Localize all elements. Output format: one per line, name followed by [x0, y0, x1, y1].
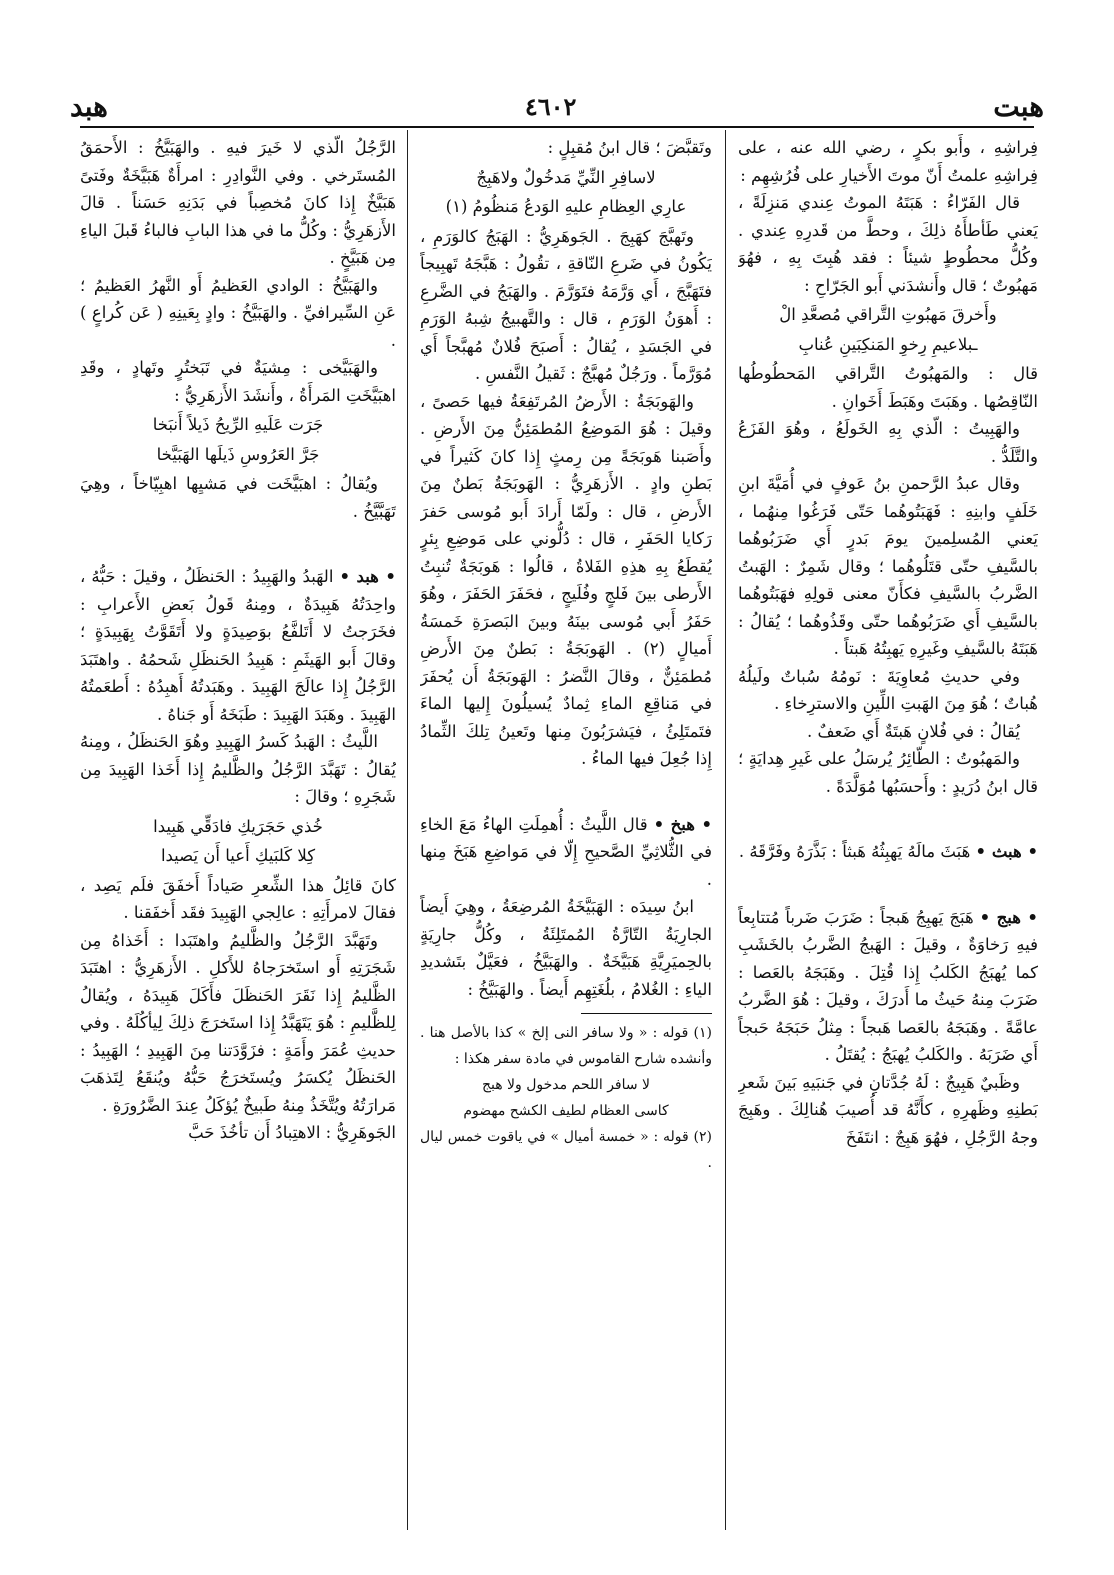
paragraph: وقال عبدُ الرَّحمنِ بنُ عَوفٍ في أُمَيَّةَ ابنِ خَلَفٍ وابنِهِ : فَهَبَتُوهُما حَتّى فَرَغُوا مِنهُما ، يَعني المُسلِمينَ يومَ بَدرٍ أَي ضَرَبُوهُما بالسَّيفِ حتّى قتَلُوهُما ؛ وقال شَمِرٌ : الهَبتُ الضَّربُ بالسَّيفِ فكأَنّ معنى قولِهِ فهَبَتُوهُما بالسَّيفِ أَي ضَرَبُوهُما حتّى وقَذُوهُما ؛ يُقالُ : هَبَتَهُ بالسَّيفِ وغَيرِهِ يَهبِتُهُ هَبتاً .	[738, 474, 1038, 658]
paragraph: ابنُ سِيدَه : الهَبَيَّخَةُ المُرضِعَةُ ، وهِيَ أَيضاً الجارِيَةُ التّارَّةُ المُمتَلِئَةُ ، وكُلُّ جارِيَةٍ بالحِميَرِيَّةِ هَبَيَّخَةٌ . والهَبَيَّخُ ، فعَيَّلٌ بتَشديدِ الياءِ : الغُلامُ ، بلُغَتِهِم أَيضاً . والهَبَيَّخُ :	[420, 897, 712, 999]
paragraph: والهَوبَجَةُ : الأَرضُ المُرتَفِعَةُ فيها حَصىً ، وقيلَ : هُوَ المَوضِعُ المُطمَئِنُّ مِنَ الأَرضِ . وأَصَبنا هَوبَجَةً مِن رِمثٍ إِذا كانَ كَثيراً في بَطنِ وادٍ . الأَزهَرِيُّ : الهَوبَجَةُ بَطنٌ مِنَ الأَرضِ ، قال : ولَمّا أَرادَ أَبو مُوسى حَفرَ رَكايا الحَفَرِ ، قال : دُلُّوني على مَوضِعِ بِئرٍ يُقطَعُ بِهِ هذِهِ الفَلاةُ ، قالُوا : هَوبَجَةٌ تُنبِتُ الأَرطى بينَ فَلجٍ وفُلَيجٍ ، فحَفَرَ الحَفَرَ ، وهُوَ حَفَرُ أَبي مُوسى بينَهُ وبينَ البَصرَةِ خَمسَةُ أَميالٍ (٢) . الهَوبَجَةُ : بَطنٌ مِنَ الأَرضِ مُطمَئِنٌّ ، وقالَ النَّضرُ : الهَوبَجَةُ أَن يُحفَرَ في مَناقِعِ الماءِ ثِمادٌ يُسيلُونَ إِليها الماءَ فتَمتَلِئُ ، فيَشرَبُونَ مِنها وتَعينُ تِلكَ الثِّمادُ إِذا جُعِلَ فيها الماءُ .	[420, 391, 712, 768]
paragraph: وتَقبَّضَ ؛ قال ابنُ مُقبِلٍ :	[547, 138, 712, 157]
paragraph: وتَهَبَّدَ الرَّجُلُ والظَّليمُ واهتَبَدا : أَخَذاهُ مِن شَجَرَتِهِ أَو استَخرَجاهُ للأَكلِ . الأَزهَرِيُّ : اهتَبَدَ الظَّليمُ إِذا نَقَرَ الحَنظَلَ فأَكَلَ هَبِيدَهُ ، ويُقالُ لِلظَّليمِ : هُوَ يَتَهَبَّدُ إِذا استَخرَجَ ذلِكَ لِيأكُلَهُ . وفي حديثِ عُمَرَ وأَمَةٍ : فزَوَّدَتنا مِنَ الهَبِيدِ ؛ الهَبِيدُ : الحَنظَلُ يُكسَرُ ويُستَخرَجُ حَبُّهُ ويُنقَعُ لِتَذهَبَ مَرارَتُهُ ويُتَّخَذُ مِنهُ طَبيخٌ يُؤكَلُ عِندَ الضَّرُورَةِ .	[80, 930, 396, 1115]
verse-line: وأَخرقَ مَهبُوتِ التَّراقي مُصعَّدِ الْ	[779, 305, 997, 324]
verse-line: عارِي العِظامِ عليهِ الوَدعُ مَنظُومُ (١)	[445, 197, 687, 216]
paragraph: اللَّيثُ : الهَبدُ كَسرُ الهَبِيدِ وهُوَ الحَنظَلُ ، ومِنهُ يُقالُ : تَهَبَّدَ الرَّجُلُ والظَّليمُ إِذا أَخَذا الهَبِيدَ مِن شَجَرِهِ ؛ وقالَ :	[80, 732, 396, 806]
verse-line: جَرَت عَلَيهِ الرِّيحُ ذَيلاً أَنبَخا	[152, 415, 324, 434]
paragraph: ويُقالُ : اهبَيَّخَت في مَشيِها اهبِيّاخاً ، وهِيَ تَهَبَّيَّخُ .	[80, 474, 396, 521]
entry-hbth	[738, 838, 1038, 866]
footnote: (٢) قوله : « خمسة أميال » في ياقوت خمس ليال .	[420, 1129, 712, 1171]
paragraph: فِراشِهِ ، وأَبو بكرٍ ، رضي الله عنه ، على فِراشِهِ علمتُ أَنّ موتَ الأَخيارِ على فُرُشِهِم :	[738, 138, 1038, 185]
paragraph: والهَبَيَّخى : مِشيَةٌ في تَبَختُرٍ وتَهادٍ ، وقَدِ اهبَيَّخَتِ المَرأَةُ ، وأَنشَدَ الأَزهَرِيُّ :	[80, 358, 396, 405]
entry-text: هَبَجَ يَهبِجُ هَبجاً : ضَرَبَ ضَرباً مُتتابِعاً فيهِ رَخاوَةٌ ، وقيلَ : الهَبجُ الضَّربُ بالخَشَبِ كما يُهبَجُ الكَلبُ إِذا قُتِلَ . وهَبَجَهُ بالعَصا : ضَرَبَ مِنهُ حَيثُ ما أَدرَكَ ، وقيلَ : هُوَ الضَّربُ عامَّةً . وهَبَجَهُ بالعَصا هَبجاً : مِثلُ حَبَجَهُ حَبجاً أَي ضَرَبَهُ . والكَلبُ يُهبَجُ : يُقتَلُ .	[738, 907, 1038, 1064]
running-head-left: هبد	[70, 89, 108, 123]
headword: • هبث •	[975, 842, 1038, 861]
paragraph: كانَ قائِلُ هذا الشِّعرِ صَياداً أَخفَقَ فلَم يَصِد ، فقالَ لامرأَتِهِ : عالِجي الهَبِيدَ فقَد أَخفَقنا .	[80, 875, 396, 922]
entry-hbd	[80, 563, 396, 728]
running-head-right: هبت	[993, 89, 1044, 123]
headword: • هبج •	[979, 907, 1038, 927]
paragraph: وفي حديثِ مُعاوِيَةَ : نَومُهُ سُباتٌ ولَيلُهُ هُباتٌ ؛ هُوَ مِنَ الهَبتِ اللِّينِ والاسترِخاءِ .	[738, 666, 1038, 713]
header-rule	[80, 126, 1034, 128]
verse-line: جَرَّ العَرُوسِ ذَيلَها الهَبَيَّخا	[156, 444, 320, 464]
column-separator-right	[725, 130, 726, 1530]
column-right	[738, 134, 1038, 1545]
headword: • هبخ •	[653, 814, 712, 834]
entry-text: هَبَثَ مالَهُ يَهبِثُهُ هَبثاً : بَذَّرَهُ وفَرَّقَهُ .	[738, 842, 971, 861]
paragraph: قال الفَرّاءُ : هَبَتَهُ الموتُ عِندي مَنزِلَةً ، يَعني طَأطأَهُ ذلِكَ ، وحطَّ من قَدرِهِ عِندي . وكُلُّ محطُوطٍ شيئاً : فقد هُبِتَ بِهِ ، فهُوَ مَهبُوتٌ ؛ قال وأَنشدَني أَبو الجَرّاحِ :	[738, 193, 1038, 295]
paragraph: والهَبَيَّخُ : الوادي العَظيمُ أَو النَّهرُ العَظيمُ ؛ عَنِ السِّيرافيِّ . والهَبَيَّخُ : وادٍ بِعَينِهِ ( عَن كُراعٍ ) .	[80, 275, 396, 350]
paragraph: وتَهبَّجَ كهَبِجَ . الجَوهَرِيُّ : الهَبَجُ كالوَرَمِ ، يَكُونُ في ضَرعِ النّاقةِ ، تقُولُ : هَبَّجَهُ تَهبِيجاً فتَهَبَّجَ ، أَي وَرَّمَهُ فتَوَرَّمَ . والهَبَجُ في الضَّرعِ : أَهوَنُ الوَرَمِ ، قال : والتَّهبيجُ شِبهُ الوَرَمِ في الجَسَدِ ، يُقالُ : أَصبَحَ فُلانٌ مُهبَّجاً أَي مُوَرَّماً . ورَجُلٌ مُهبَّجٌ : ثَقيلُ النَّفسِ .	[420, 226, 712, 383]
paragraph: والهَبِيتُ : الّذي بِهِ الخَولَعُ ، وهُوَ الفَزَعُ والتَّلَدُّ .	[738, 419, 1038, 466]
column-left	[80, 134, 396, 1545]
headword: • هبد •	[339, 567, 396, 586]
entry-hbj	[738, 904, 1038, 1069]
column-middle	[420, 134, 712, 1545]
footnote-verse: لا سافر اللحم مدخول ولا هبج	[481, 1077, 651, 1093]
entry-hbkh	[420, 811, 712, 894]
verse-line: ـبلاعيمِ رِخوِ المَنكِبَينِ عُنابِ	[798, 334, 978, 354]
column-separator-left	[407, 130, 408, 1530]
footnotes	[420, 1020, 712, 1176]
paragraph: الرَّجُلُ الّذي لا خَيرَ فيهِ . والهَبَيَّخُ : الأَحمَقُ المُستَرخي . وفي النَّوادِرِ : امرأَةٌ هَبَيَّخَةٌ وفَتىً هَبَيَّخٌ إِذا كانَ مُخصِباً في بَدَنِهِ حَسَناً . قالَ الأَزهَرِيُّ : وكُلُّ ما في هذا البابِ فالباءُ قَبلَ الياءِ مِن هَبَيَّخٍ .	[80, 138, 396, 267]
verse-line: خُذي حَجَرَيكِ فادَقِّي هَبِيدا	[153, 816, 323, 836]
footnote: (١) قوله : « ولا سافر النى إلخ » كذا بالأصل هنا . وأنشده شارح القاموس في مادة سفر هكذا :	[420, 1025, 712, 1067]
paragraph: قال : والمَهبُوتُ التَّراقي المَحطُوطُها النّاقِصُها . وهَبَتَ وهَبَطَ أَخَوانِ .	[738, 364, 1038, 411]
paragraph: والمَهبُوتُ : الطّائِرُ يُرسَلُ على غَيرِ هِدايَةٍ ؛ قال ابنُ دُرَيدٍ : وأَحسَبُها مُوَلَّدَةً .	[738, 749, 1038, 796]
paragraph: وظَبيٌ هَبِيجٌ : لَهُ جُدَّتانِ في جَنبَيهِ بَينَ شَعرِ بَطنِهِ وظَهرِهِ ، كأَنَّهُ قد أُصيبَ هُنالِكَ . وهَبِجَ وجهُ الرَّجُلِ ، فهُوَ هَبِجٌ : انتَفَخَ	[738, 1072, 1038, 1147]
entry-text: قال اللَّيثُ : أُهمِلَتِ الهاءُ مَعَ الخاءِ في الثُّلاثِيِّ الصَّحيحِ إِلّا في مَواضِعِ هَبَخَ مِنها .	[420, 814, 712, 889]
paragraph: الجَوهَرِيُّ : الاهتِبادُ أَن تأخُذَ حَبَّ	[188, 1123, 396, 1142]
page-header	[70, 86, 1044, 126]
entry-text: الهَبدُ والهَبِيدُ : الحَنظَلُ ، وقيلَ : حَبُّهُ ، واحِدَتُهُ هَبِيدَةٌ ، ومِنهُ قَولُ بَعضِ الأَعرابِ : فخَرَجتُ لا أَتَلفَّعُ بوَصِيدَةٍ ولا أَتَقَوَّتُ بِهَبِيدَةٍ ؛ وقالَ أَبو الهَيثَمِ : هَبِيدُ الحَنظَلِ شَحمُهُ . واهتَبَدَ الرَّجُلُ إِذا عالَجَ الهَبِيدَ . وهَبَدتُهُ أَهبِدُهُ : أَطعَمتُهُ الهَبِيدَ . وهَبَدَ الهَبِيدَ : طَبَخَهُ أَو جَناهُ .	[80, 567, 396, 724]
page-number: ٤٦٠٢	[524, 91, 577, 121]
footnote-rule	[581, 1013, 712, 1014]
footnote-verse: كاسى العظام لطيف الكشح مهضوم	[463, 1103, 669, 1119]
verse-line: لاسافِرِ النِّيِّ مَدخُولٌ ولاهَبِجٌ	[476, 167, 656, 187]
paragraph: يُقالُ : في فُلانٍ هَبتَةٌ أَي ضَعفٌ .	[806, 721, 1020, 741]
verse-line: كِلا كَلبَيكِ أَعيا أَن يَصيدا	[160, 846, 316, 865]
